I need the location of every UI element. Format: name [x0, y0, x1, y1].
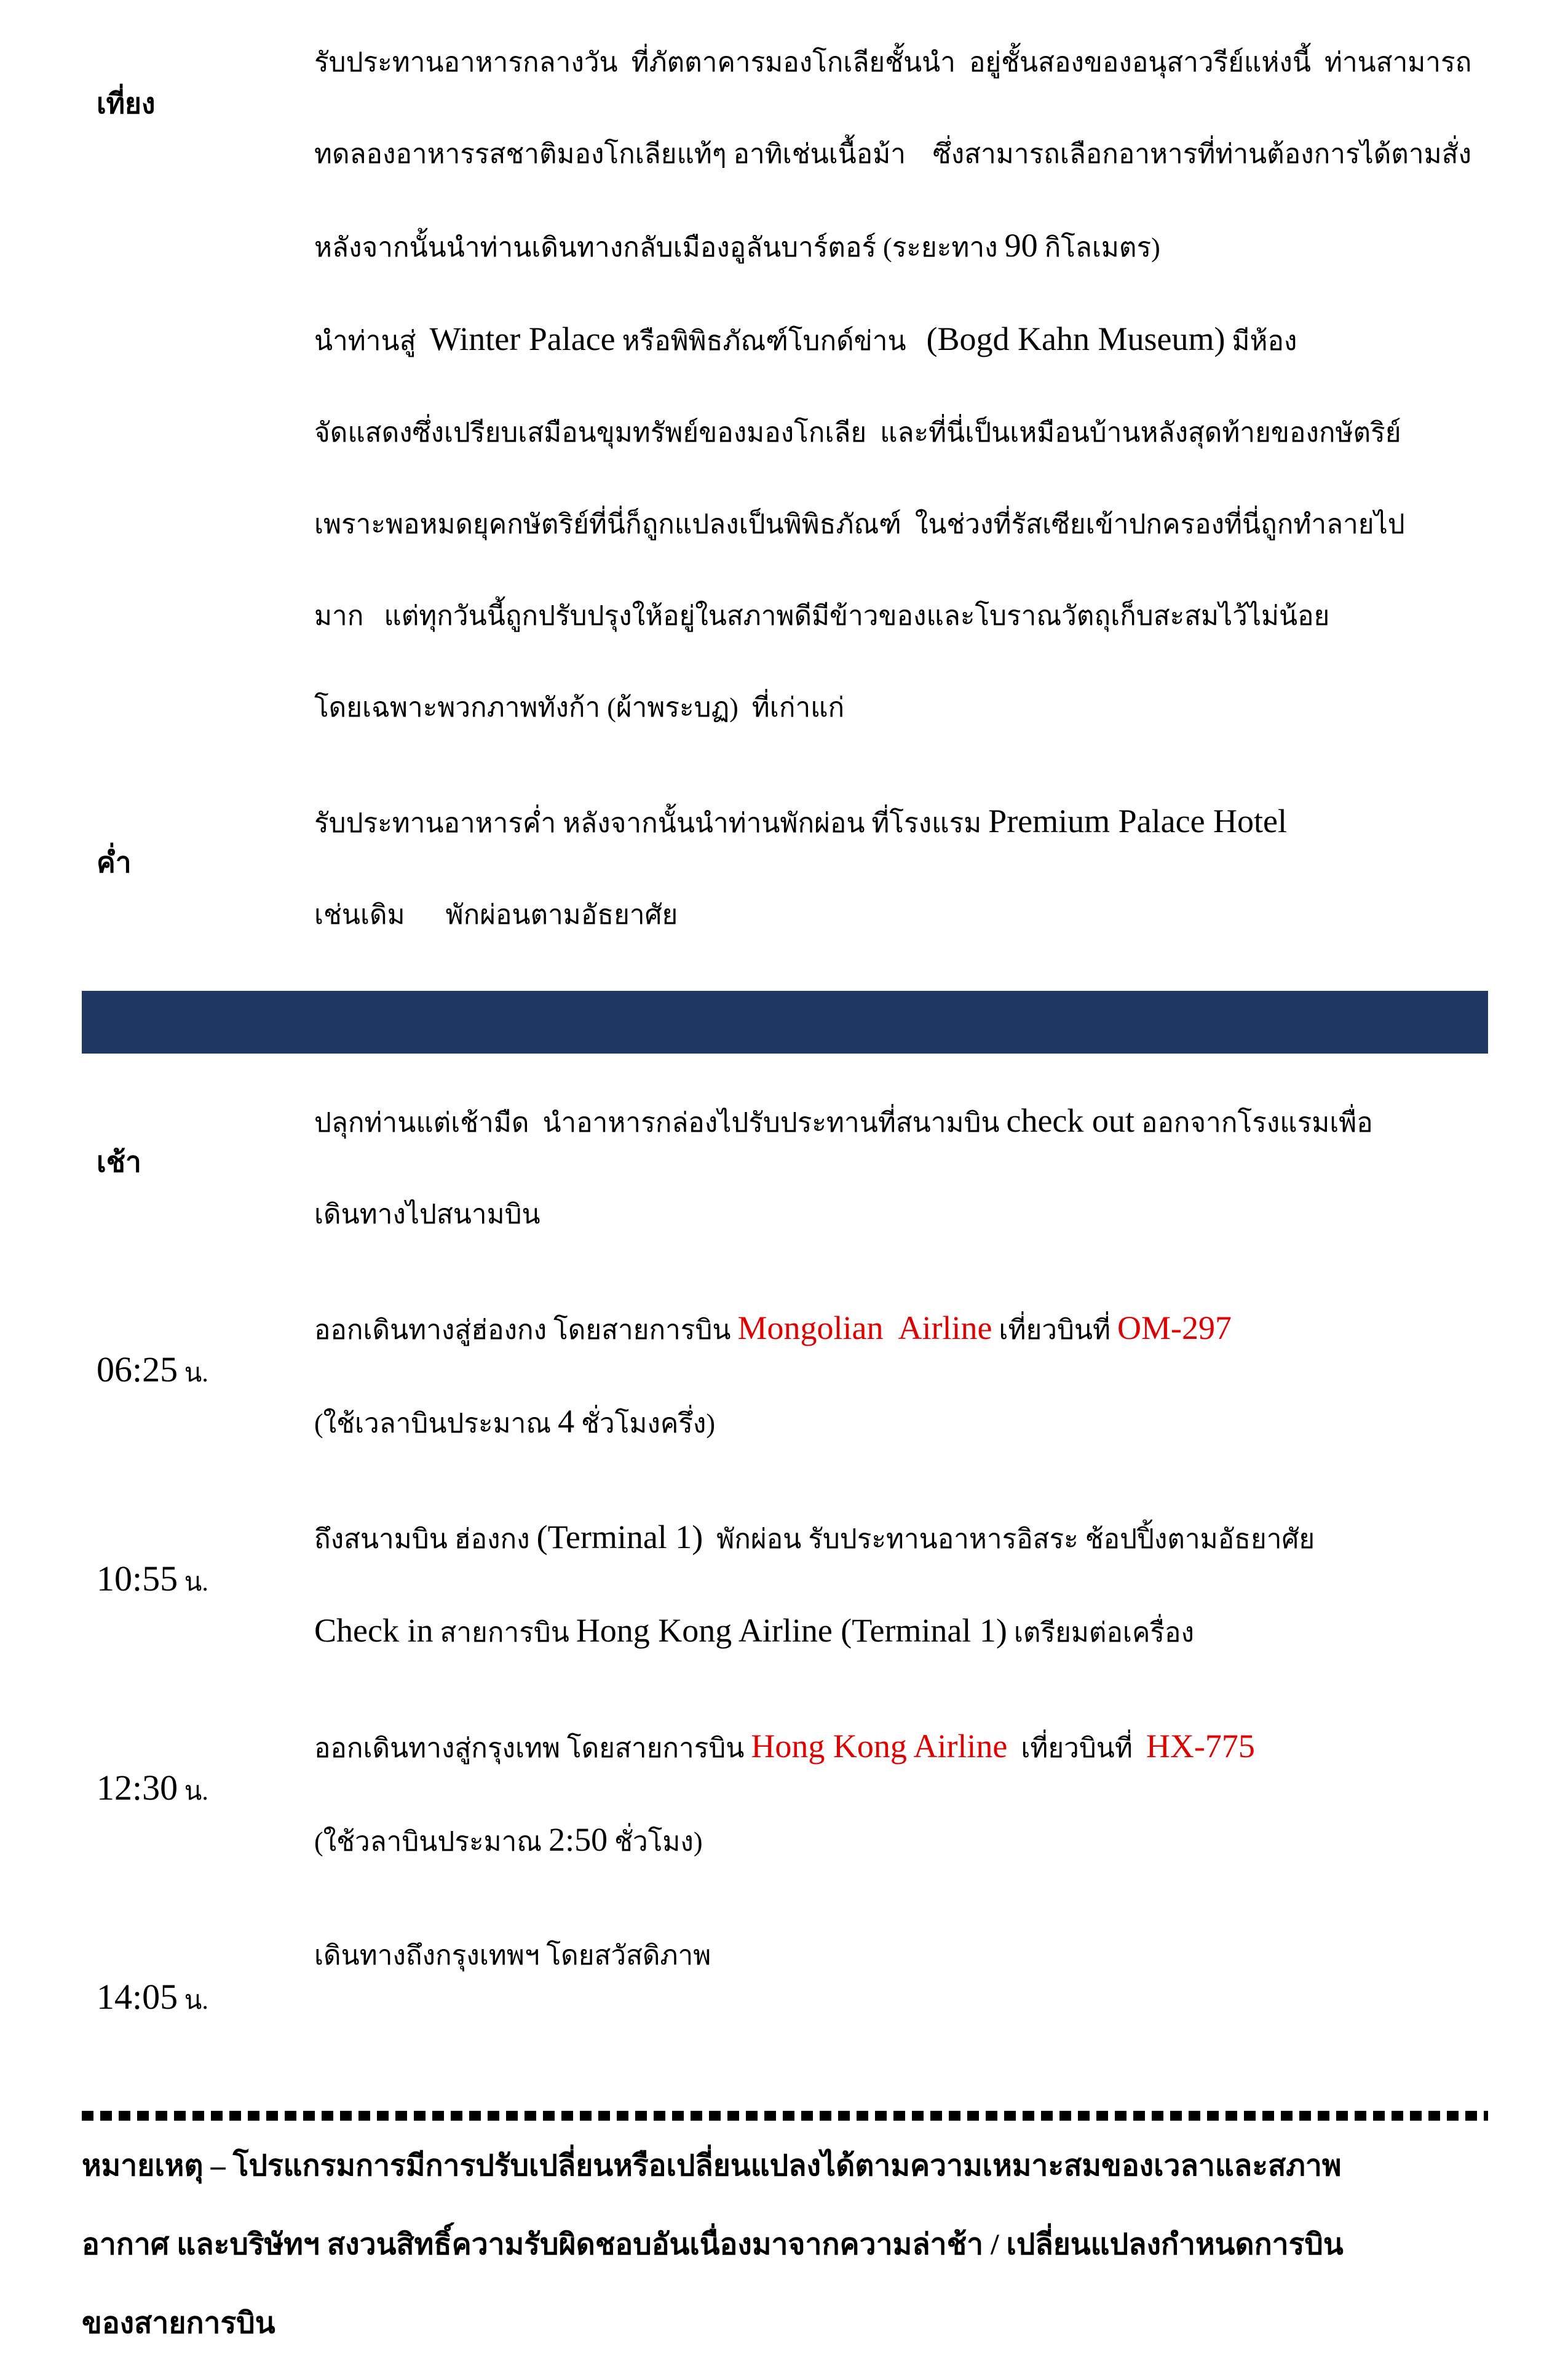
text-segment: โดยเฉพาะพวกภาพทังก้า (ผ้าพระบฏ) ที่เก่าแก่	[314, 693, 845, 723]
flight-number-hx775: HX-775	[1146, 1728, 1255, 1765]
itinerary-row-noon	[82, 9, 1488, 768]
text-segment: ชั่วโมง)	[608, 1827, 703, 1857]
itinerary-line	[314, 401, 1488, 471]
itinerary-line	[314, 122, 1488, 192]
text-segment: (ใช้วลาบินประมาณ	[314, 1827, 549, 1857]
morning-description	[314, 1067, 1488, 1274]
text-segment: ปลุกท่านแต่เช้ามืด นำอาหารกล่องไปรับประทานที่สนามบิน	[314, 1108, 1007, 1138]
text-segment: เดินทางถึงกรุงเทพฯ โดยสวัสดิภาพ	[314, 1940, 711, 1971]
time-unit: น.	[178, 1359, 208, 1388]
itinerary-line	[314, 31, 1488, 100]
arrival-bangkok-description	[314, 1902, 1488, 2015]
time-label	[82, 1902, 314, 2101]
text-segment: รับประทานอาหารกลางวัน ที่ภัตตาคารมองโกเลียชั้นนำ อยู่ชั้นสองของอนุสาวรีย์แห่งนี้ ท่านสามารถ	[314, 47, 1472, 77]
evening-description	[314, 768, 1488, 975]
flight-number-om297: OM-297	[1117, 1309, 1232, 1346]
time-value: 06:25	[97, 1349, 178, 1389]
bogd-kahn-museum-text: (Bogd Kahn Museum)	[926, 320, 1225, 357]
text-segment: หลังจากนั้นนำท่านเดินทางกลับเมืองอูลันบาร์ตอร์ (ระยะทาง	[314, 232, 1005, 263]
text-segment: ออกจากโรงแรมเพื่อ	[1134, 1108, 1373, 1138]
departure-hongkong-description	[314, 1274, 1488, 1483]
time-value: 12:30	[97, 1768, 178, 1808]
airline-terminal-text: Hong Kong Airline (Terminal 1)	[576, 1612, 1007, 1649]
text-segment: เที่ยวบินที่	[1007, 1733, 1146, 1763]
itinerary-row-1055	[82, 1483, 1488, 1693]
text-segment: ถึงสนามบิน ฮ่องกง	[314, 1524, 537, 1554]
itinerary-line	[314, 584, 1488, 654]
text-segment: มาก แต่ทุกวันนี้ถูกปรับปรุงให้อยู่ในสภาพดีมีข้าวของและโบราณวัตถุเก็บสะสมไว้ไม่น้อย	[314, 601, 1330, 631]
itinerary-row-1405	[82, 1902, 1488, 2101]
note-line: ของสายการบิน	[82, 2307, 275, 2340]
airline-name-mongolian: Mongolian Airline	[737, 1309, 992, 1346]
itinerary-line	[314, 676, 1488, 745]
note-section	[82, 2127, 1488, 2363]
dotted-separator	[82, 2111, 1488, 2121]
departure-bangkok-description	[314, 1693, 1488, 1902]
text-segment: เพราะพอหมดยุคกษัตริย์ที่นี่ก็ถูกแปลงเป็นพิพิธภัณฑ์ ในช่วงที่รัสเซียเข้าปกครองที่นี่ถูกทำลายไป	[314, 509, 1405, 539]
text-segment: สายการบิน	[433, 1618, 576, 1648]
time-label	[82, 1693, 314, 1892]
text-segment: เที่ยวบินที่	[992, 1315, 1117, 1345]
time-label	[82, 1274, 314, 1474]
noon-label: เที่ยง	[97, 88, 156, 119]
itinerary-line	[314, 1924, 1488, 1993]
text-segment: กิโลเมตร)	[1037, 232, 1160, 263]
check-out-text: check out	[1006, 1102, 1134, 1139]
airline-name-hongkong: Hong Kong Airline	[751, 1728, 1008, 1765]
time-of-day-label	[82, 1067, 314, 1264]
time-of-day-label	[82, 9, 314, 205]
itinerary-line	[314, 790, 1488, 861]
flight-duration-value: 4	[558, 1403, 575, 1440]
itinerary-row-morning	[82, 1067, 1488, 1274]
note-line: หมายเหตุ – โปรแกรมการมีการปรับเปลี่ยนหรือเปลี่ยนแปลงได้ตามความเหมาะสมของเวลาและสภาพ	[82, 2150, 1342, 2182]
itinerary-line	[314, 1599, 1488, 1670]
year-number: 2560 (	[413, 1065, 505, 1105]
time-value: 10:55	[97, 1559, 178, 1598]
itinerary-line	[314, 883, 1488, 953]
itinerary-line	[314, 1715, 1488, 1786]
text-segment: ชั่วโมงครึ่ง)	[574, 1408, 716, 1439]
flight-duration-value: 2:50	[548, 1821, 608, 1858]
itinerary-line	[314, 1297, 1488, 1368]
itinerary-line	[314, 1808, 1488, 1880]
text-segment: หรือพิพิธภัณฑ์โบกด์ข่าน	[615, 326, 927, 356]
date-number: 20	[238, 1065, 274, 1105]
noon-description	[314, 9, 1488, 768]
check-in-text: Check in	[314, 1612, 434, 1649]
day-header-bar	[82, 991, 1488, 1105]
text-segment: เดินทางไปสนามบิน	[314, 1199, 540, 1229]
morning-label: เช้า	[97, 1146, 141, 1178]
text-segment: (ใช้เวลาบินประมาณ	[314, 1408, 558, 1439]
text-segment: พักผ่อน รับประทานอาหารอิสระ ช้อปปิ้งตามอัธยาศัย	[703, 1524, 1315, 1554]
text-segment: จัดแสดงซึ่งเปรียบเสมือนขุมทรัพย์ของมองโกเลีย และที่นี่เป็นเหมือนบ้านหลังสุดท้ายของกษัตริย์	[314, 418, 1401, 448]
itinerary-row-evening	[82, 768, 1488, 975]
text-segment: วันพฤหัสที่	[95, 1071, 239, 1103]
itinerary-row-0625	[82, 1274, 1488, 1483]
hotel-name-text: Premium Palace Hotel	[988, 803, 1288, 840]
text-segment: เตรียมต่อเครื่อง	[1007, 1618, 1194, 1648]
itinerary-line	[314, 214, 1488, 285]
text-segment: ออกเดินทางสู่กรุงเทพ โดยสายการบิน	[314, 1733, 751, 1763]
terminal-text: (Terminal 1)	[536, 1519, 703, 1555]
time-of-day-label	[82, 768, 314, 964]
winter-palace-text: Winter Palace	[429, 320, 616, 357]
text-segment: อูลันบาร์ตอร์ - เดินทางกลับแวะต่อเครื่องที่ฮ่องกง – กรุงเทพฯ	[504, 1071, 1247, 1103]
itinerary-line	[314, 1183, 1488, 1252]
time-unit: น.	[178, 1987, 208, 2015]
itinerary-line	[314, 1089, 1488, 1161]
arrival-hongkong-description	[314, 1483, 1488, 1693]
text-segment: รับประทานอาหารค่ำ หลังจากนั้นนำท่านพักผ่อน ที่โรงแรม	[314, 808, 989, 838]
text-segment: มีห้อง	[1225, 326, 1297, 356]
time-value: 14:05	[97, 1977, 178, 2017]
evening-label: ค่ำ	[97, 847, 132, 878]
note-line: อากาศ และบริษัทฯ สงวนสิทธิ์ความรับผิดชอบอันเนื่องมาจากความล่าช้า / เปลี่ยนแปลงกำหนดการบิน	[82, 2228, 1344, 2261]
text-segment: เช่นเดิม พักผ่อนตามอัธยาศัย	[314, 900, 678, 930]
distance-value: 90	[1004, 227, 1038, 264]
itinerary-line	[314, 308, 1488, 379]
time-label	[82, 1483, 314, 1683]
text-segment: นำท่านสู่	[314, 326, 430, 356]
itinerary-line	[314, 1390, 1488, 1461]
time-unit: น.	[178, 1568, 208, 1597]
text-segment: ออกเดินทางสู่ฮ่องกง โดยสายการบิน	[314, 1315, 738, 1345]
time-unit: น.	[178, 1777, 208, 1806]
text-segment: กรกฎาคม	[274, 1071, 413, 1103]
itinerary-line	[314, 493, 1488, 562]
itinerary-line	[314, 1506, 1488, 1577]
itinerary-row-1230	[82, 1693, 1488, 1902]
text-segment: ทดลองอาหารรสชาติมองโกเลียแท้ๆ อาทิเช่นเนื้อม้า ซึ่งสามารถเลือกอาหารที่ท่านต้องการได้ตามสั่ง	[314, 139, 1471, 169]
